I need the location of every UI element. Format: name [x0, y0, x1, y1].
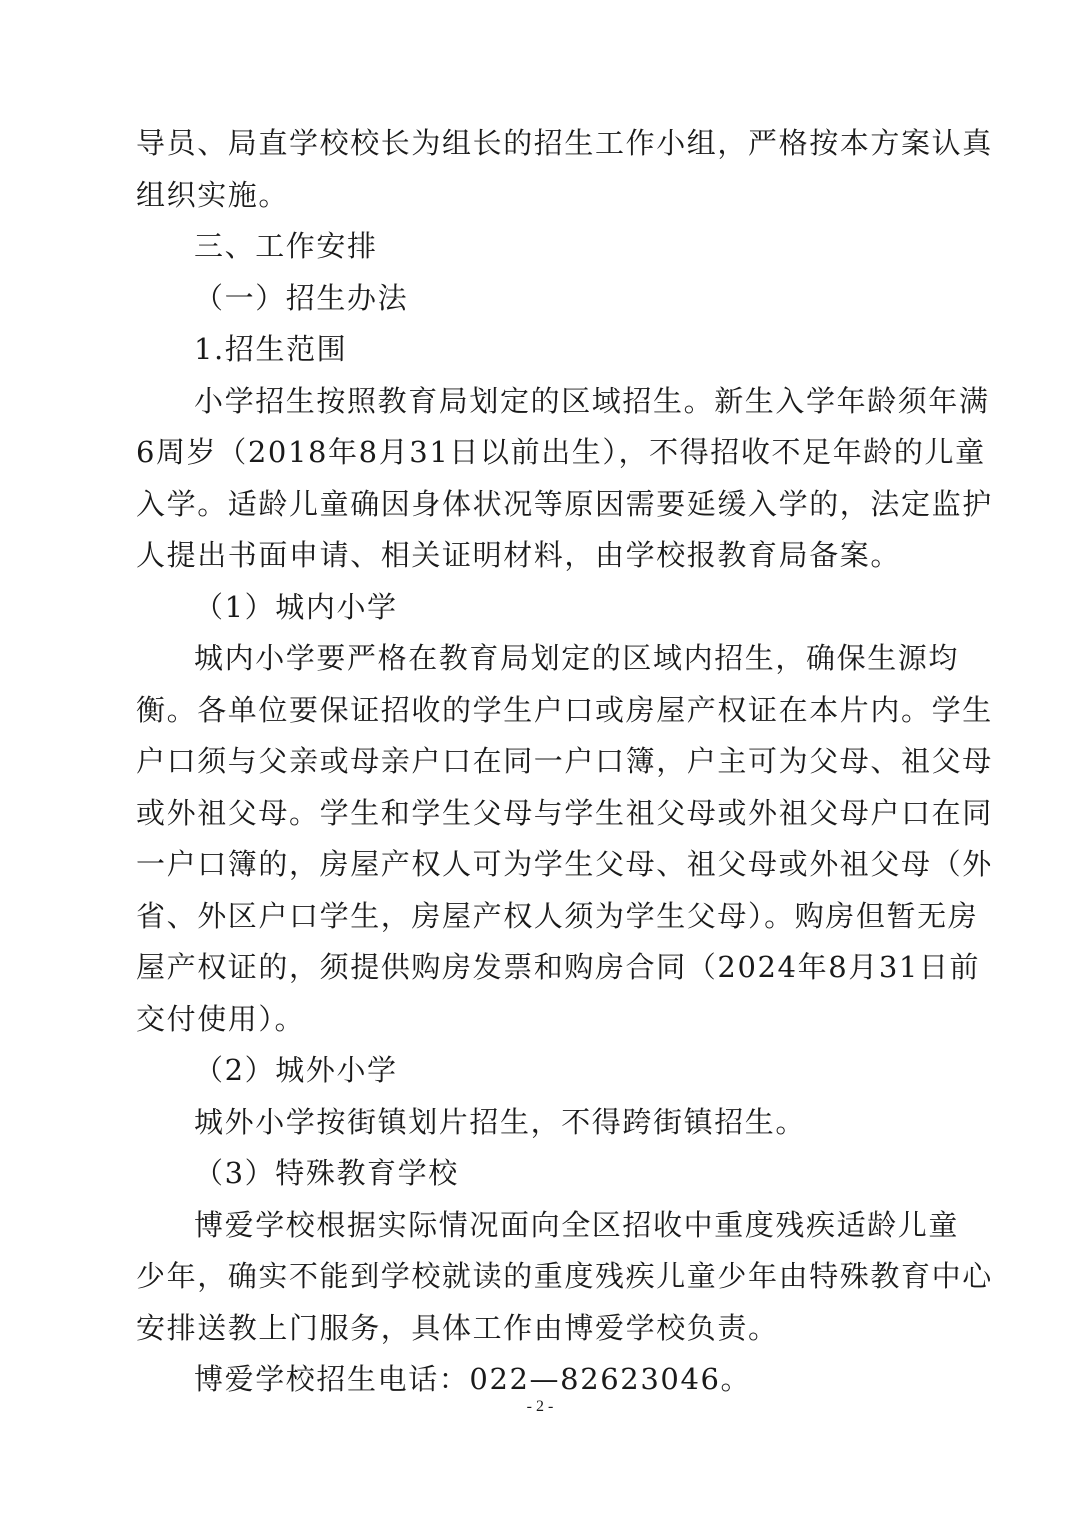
text-line: 户口须与父亲或母亲户口在同一户口簿，户主可为父母、祖父母 [136, 744, 993, 778]
subsection-heading: （3）特殊教育学校 [194, 1156, 459, 1190]
text-line: 博爱学校招生电话：022—82623046。 [194, 1362, 752, 1396]
subsection-heading: （2）城外小学 [194, 1053, 398, 1087]
text-line: 小学招生按照教育局划定的区域招生。新生入学年龄须年满 [194, 383, 990, 418]
text-line: 博爱学校根据实际情况面向全区招收中重度残疾适龄儿童 [194, 1207, 960, 1242]
text-line: 导员、局直学校校长为组长的招生工作小组，严格按本方案认真 [136, 126, 993, 160]
text-line: 衡。各单位要保证招收的学生户口或房屋产权证在本片内。学生 [136, 692, 993, 727]
text-line: 一户口簿的，房屋产权人可为学生父母、祖父母或外祖父母（外 [136, 847, 993, 881]
text-line: 交付使用）。 [136, 1001, 306, 1036]
document-body [136, 118, 993, 1406]
page-number: - 2 - [526, 1398, 554, 1415]
text-line: 6周岁（2018年8月31日以前出生），不得招收不足年龄的儿童 [136, 435, 986, 469]
text-line: 或外祖父母。学生和学生父母与学生祖父母或外祖父母户口在同 [136, 795, 993, 830]
text-line: 城内小学要严格在教育局划定的区域内招生，确保生源均 [194, 641, 960, 675]
text-line: 省、外区户口学生，房屋产权人须为学生父母）。购房但暂无房 [136, 898, 979, 933]
subsection-heading: （一）招生办法 [194, 280, 409, 315]
text-line: 屋产权证的，须提供购房发票和购房合同（2024年8月31日前 [136, 950, 981, 984]
text-line: 少年，确实不能到学校就读的重度残疾儿童少年由特殊教育中心 [136, 1259, 993, 1293]
text-line: 组织实施。 [136, 177, 290, 212]
text-line: 入学。适龄儿童确因身体状况等原因需要延缓入学的，法定监护 [136, 486, 993, 521]
section-heading: 三、工作安排 [194, 229, 378, 263]
text-line: 城外小学按街镇划片招生，不得跨街镇招生。 [194, 1104, 807, 1139]
subsection-heading: （1）城内小学 [194, 589, 398, 624]
subsection-heading: 1.招生范围 [194, 332, 348, 366]
text-line: 安排送教上门服务，具体工作由博爱学校负责。 [136, 1310, 779, 1345]
text-line: 人提出书面申请、相关证明材料，由学校报教育局备案。 [136, 538, 902, 572]
